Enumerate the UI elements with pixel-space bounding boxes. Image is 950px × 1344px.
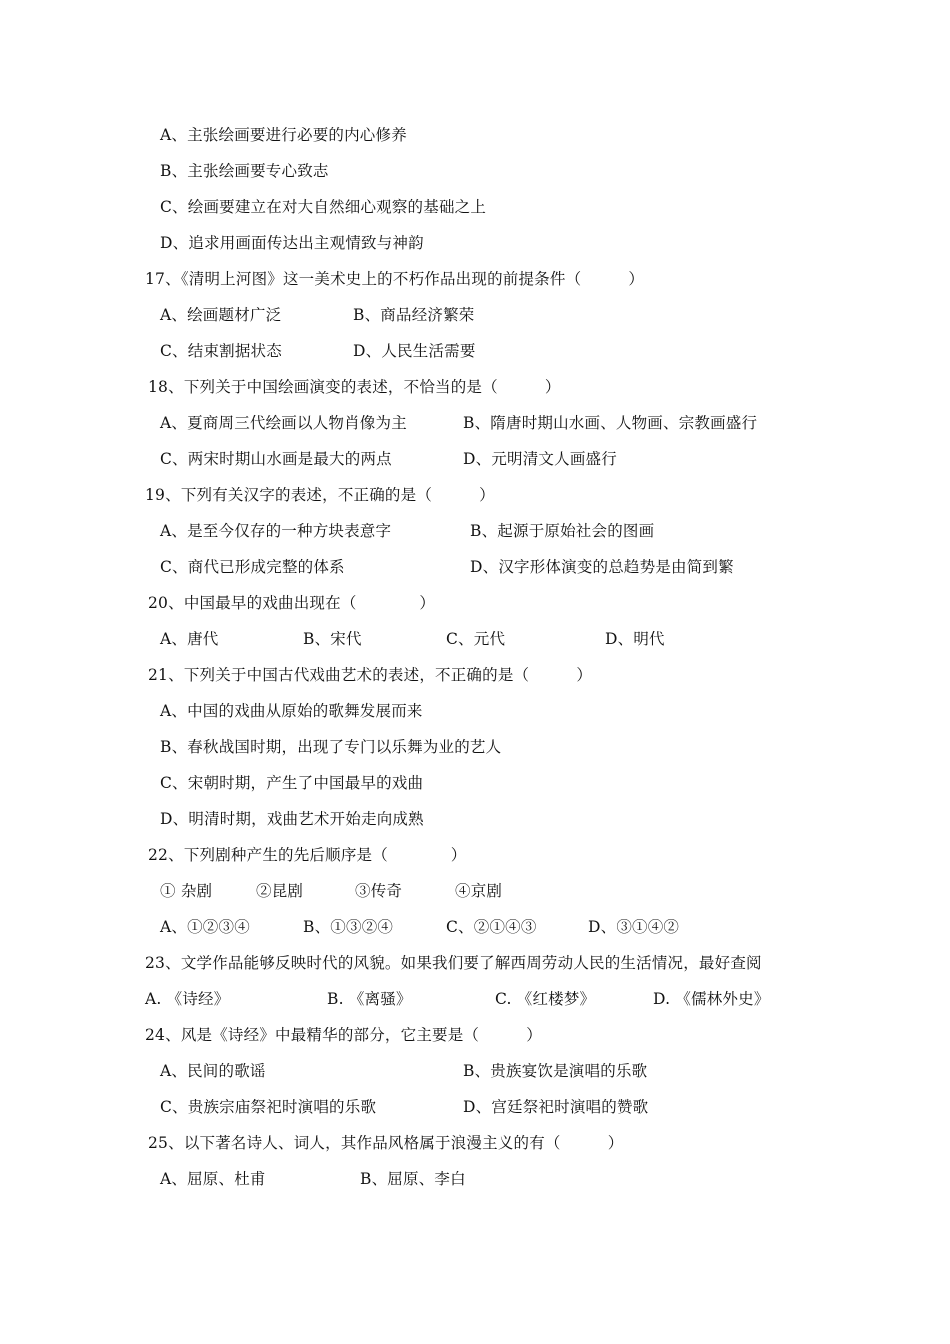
q23-option-a: A. 《诗经》 <box>145 990 230 1008</box>
q23-option-d: D. 《儒林外史》 <box>653 990 770 1008</box>
q17-option-d: D、人民生活需要 <box>353 342 476 360</box>
q17-option-b: B、商品经济繁荣 <box>353 306 475 324</box>
q19-option-c: C、商代已形成完整的体系 <box>160 558 345 576</box>
q17-option-a: A、绘画题材广泛 <box>160 306 282 324</box>
q18-options-row-2 <box>160 446 800 472</box>
q18-option-b: B、隋唐时期山水画、人物画、宗教画盛行 <box>463 414 758 432</box>
q24-option-a: A、民间的歌谣 <box>160 1062 266 1080</box>
q23-option-b: B. 《离骚》 <box>327 990 412 1008</box>
q18-options-row-1 <box>160 410 800 436</box>
q25-option-b: B、屈原、李白 <box>360 1170 466 1188</box>
q18-option-c: C、两宋时期山水画是最大的两点 <box>160 450 392 468</box>
q22-item-3: ③传奇 <box>355 882 403 900</box>
q17-options-row-2 <box>160 338 760 364</box>
q22-item-2: ②昆剧 <box>256 882 304 900</box>
q17-option-c: C、结束割据状态 <box>160 342 282 360</box>
q23-options-row <box>145 986 805 1012</box>
exam-page: A、主张绘画要进行必要的内心修养 B、主张绘画要专心致志 C、绘画要建立在对大自然细心观察的基础之上 D、追求用画面传达出主观情致与神韵 17、《清明上河图》这一美术史上的不朽作品出现的前提条件（ ） A、绘画题材广泛 B、商品经济繁荣 C、结束割据状态 D、人民生活需要 18、下列关于中国绘画演变的表述，不恰当的是（ ） A、夏商周三代绘画以人物肖像为主 B、隋唐时期山水画、人物画、宗教画盛行 C、两宋时期山水画是最大的两点 D、元明清文人画盛行 19、下列有关汉字的表述，不正确的是（ ） A、是至今仅存的一种方块表意字 B、起源于原始社会的图画 C、商代已形成完整的体系 D、汉字形体演变的总趋势是由简到繁 20、中国最早的戏曲出现在（ ） A、唐代 B、宋代 C、元代 D、明代 21、下列关于中国古代戏曲艺术的表述，不正确的是（ ） A、中国的戏曲从原始的歌舞发展而来 B、春秋战国时期，出现了专门以乐舞为业的艺人 C、宋朝时期，产生了中国最早的戏曲 D、明清时期，戏曲艺术开始走向成熟 22、下列剧种产生的先后顺序是（ ） ① 杂剧 ②昆剧 ③传奇 ④京剧 A、①②③④ B、①③②④ C、②①④③ D、③①④② 23、文学作品能够反映时代的风貌。如果我们要了解西周劳动人民的生活情况，最好查阅 A. 《诗经》 B. 《离骚》 C. 《红楼梦》 D. 《儒林外史》 24、风是《诗经》中最精华的部分，它主要是（ ） A、民间的歌谣 B、贵族宴饮是演唱的乐歌 C、贵族宗庙祭祀时演唱的乐歌 D、宫廷祭祀时演唱的赞歌 25、以下著名诗人、词人，其作品风格属于浪漫主义的有（ ） A、屈原、杜甫 B、屈原、李白 <box>0 0 950 1344</box>
q19-option-d: D、汉字形体演变的总趋势是由简到繁 <box>470 558 734 576</box>
q22-option-b: B、①③②④ <box>303 918 394 936</box>
q20-option-d: D、明代 <box>605 630 665 648</box>
q17-options-row-1 <box>160 302 760 328</box>
q24-option-b: B、贵族宴饮是演唱的乐歌 <box>463 1062 648 1080</box>
q24-options-row-2 <box>160 1094 780 1120</box>
q19-option-b: B、起源于原始社会的图画 <box>470 522 655 540</box>
q24-option-c: C、贵族宗庙祭祀时演唱的乐歌 <box>160 1098 377 1116</box>
q24-option-d: D、宫廷祭祀时演唱的赞歌 <box>463 1098 649 1116</box>
q19-option-a: A、是至今仅存的一种方块表意字 <box>160 522 392 540</box>
q22-item-4: ④京剧 <box>455 882 503 900</box>
q18-option-d: D、元明清文人画盛行 <box>463 450 617 468</box>
q25-options-row <box>160 1166 660 1192</box>
q20-options-row <box>160 626 720 652</box>
q20-option-c: C、元代 <box>446 630 506 648</box>
q22-option-d: D、③①④② <box>588 918 680 936</box>
q24-options-row-1 <box>160 1058 780 1084</box>
q20-option-b: B、宋代 <box>303 630 362 648</box>
q22-option-a: A、①②③④ <box>160 918 250 936</box>
q25-option-a: A、屈原、杜甫 <box>160 1170 266 1188</box>
q23-option-c: C. 《红楼梦》 <box>495 990 596 1008</box>
q20-option-a: A、唐代 <box>160 630 219 648</box>
q19-options-row-1 <box>160 518 800 544</box>
q22-options-row <box>160 914 760 940</box>
q19-options-row-2 <box>160 554 800 580</box>
q22-item-1: ① 杂剧 <box>160 882 213 900</box>
q22-items-row <box>160 878 560 904</box>
q18-option-a: A、夏商周三代绘画以人物肖像为主 <box>160 414 407 432</box>
q22-option-c: C、②①④③ <box>446 918 537 936</box>
